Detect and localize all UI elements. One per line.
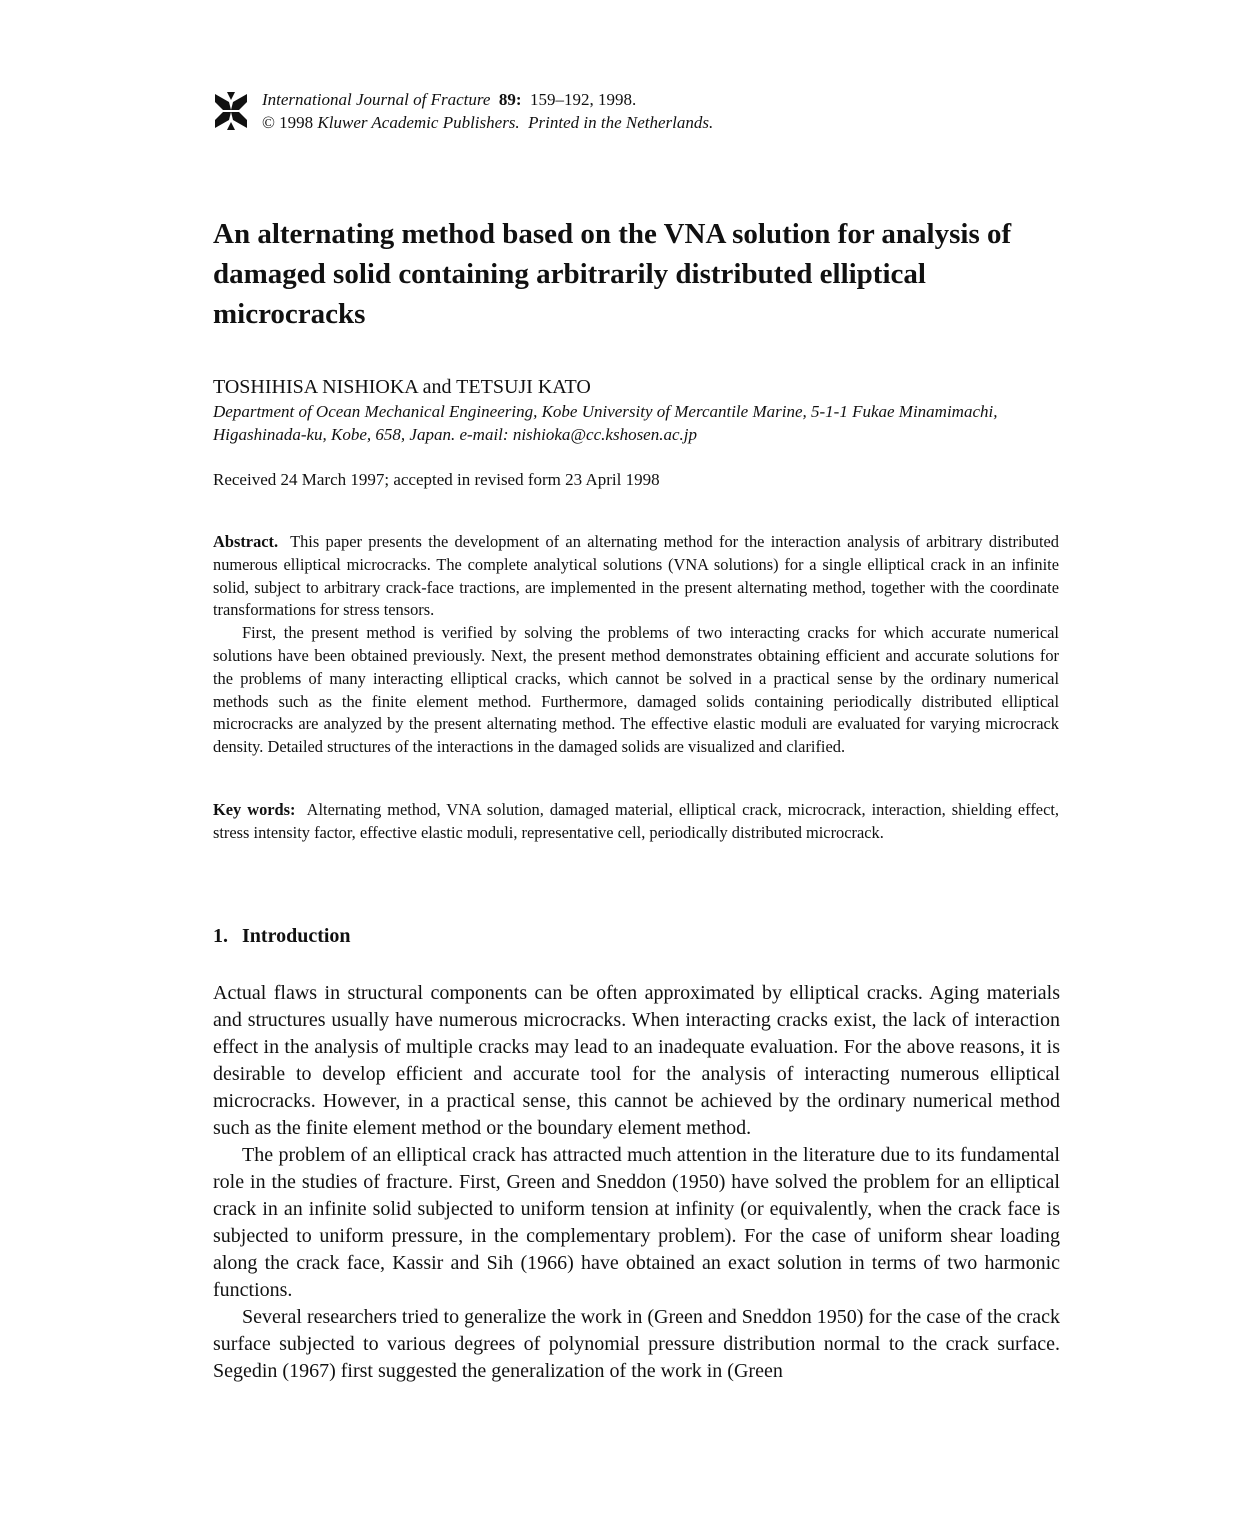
affiliation: Department of Ocean Mechanical Engineering, Kobe University of Mercantile Marine, 5-1-1 Fukae Minamimachi, Higashinada-ku, Kobe, 658, Japan. e-mail: nishioka@cc.kshosen.ac.jp <box>213 402 998 444</box>
section-number: 1. <box>213 925 228 947</box>
keywords <box>213 799 1059 845</box>
introduction-body <box>213 980 1060 1385</box>
paper-title: An alternating method based on the VNA solution for analysis of damaged solid containing arbitrarily distributed elliptical microcracks <box>213 218 1012 330</box>
publisher-name: Kluwer Academic Publishers. <box>317 113 520 132</box>
keywords-label: Key words: <box>213 800 296 819</box>
journal-line-2 <box>262 111 713 134</box>
body-paragraph-3: Several researchers tried to generalize the work in (Green and Sneddon 1950) for the case of the crack surface subjected to various degrees of polynomial pressure distribution normal to the crack surface. Segedin (1967) first suggested the generalization of the work in (Green <box>213 1306 1060 1382</box>
abstract <box>213 531 1059 759</box>
journal-name: International Journal of Fracture <box>262 90 491 109</box>
abstract-label: Abstract. <box>213 532 279 551</box>
journal-pages: 159–192, 1998. <box>530 90 637 109</box>
printed-location: Printed in the Netherlands. <box>528 113 714 132</box>
journal-citation <box>262 88 713 134</box>
abstract-paragraph-2: First, the present method is verified by solving the problems of two interacting cracks for which accurate numerical solutions have been obtained previously. Next, the present method demonstrates obtaining efficient and accurate solutions for the problems of many interacting elliptical cracks, which cannot be solved in a practical sense by the ordinary numerical methods such as the finite element method. Furthermore, damaged solids containing periodically distributed elliptical microcracks are analyzed by the present alternating method. The effective elastic moduli are evaluated for varying microcrack density. Detailed structures of the interactions in the damaged solids are visualized and clarified. <box>213 623 1059 757</box>
keywords-text: Alternating method, VNA solution, damaged material, elliptical crack, microcrack, interaction, shielding effect, stress intensity factor, effective elastic moduli, representative cell, periodically distributed microcrack. <box>213 800 1060 842</box>
authors: TOSHIHISA NISHIOKA and TETSUJI KATO <box>213 376 591 398</box>
section-title: Introduction <box>242 925 351 947</box>
journal-volume: 89: <box>498 90 522 109</box>
copyright: © 1998 <box>262 113 314 132</box>
abstract-paragraph <box>213 531 1059 622</box>
journal-line-1 <box>262 88 713 111</box>
received-dates: Received 24 March 1997; accepted in revised form 23 April 1998 <box>213 470 660 489</box>
section-heading-introduction <box>213 923 351 949</box>
body-paragraph-2: The problem of an elliptical crack has attracted much attention in the literature due to its fundamental role in the studies of fracture. First, Green and Sneddon (1950) have solved the problem for an elliptical crack in an infinite solid subjected to uniform tension at infinity (or equivalently, when the crack face is subjected to uniform pressure, in the complementary problem). For the case of uniform shear loading along the crack face, Kassir and Sih (1966) have obtained an exact solution in terms of two harmonic functions. <box>213 1144 1060 1301</box>
publisher-logo-icon <box>213 90 249 132</box>
abstract-text: This paper presents the development of an alternating method for the interaction analysis of arbitrary distributed numerous elliptical microcracks. The complete analytical solutions (VNA solutions) for a single elliptical crack in an infinite solid, subject to arbitrary crack-face tractions, are implemented in the present alternating method, together with the coordinate transformations for stress tensors. <box>213 532 1059 620</box>
body-paragraph-1: Actual flaws in structural components can be often approximated by elliptical cracks. Aging materials and structures usually have numerous microcracks. When interacting cracks exist, the lack of interaction effect in the analysis of multiple cracks may lead to an inadequate evaluation. For the above reasons, it is desirable to develop efficient and accurate tool for the analysis of interacting numerous elliptical microcracks. However, in a practical sense, this cannot be achieved by the ordinary numerical method such as the finite element method or the boundary element method. <box>213 982 1060 1139</box>
